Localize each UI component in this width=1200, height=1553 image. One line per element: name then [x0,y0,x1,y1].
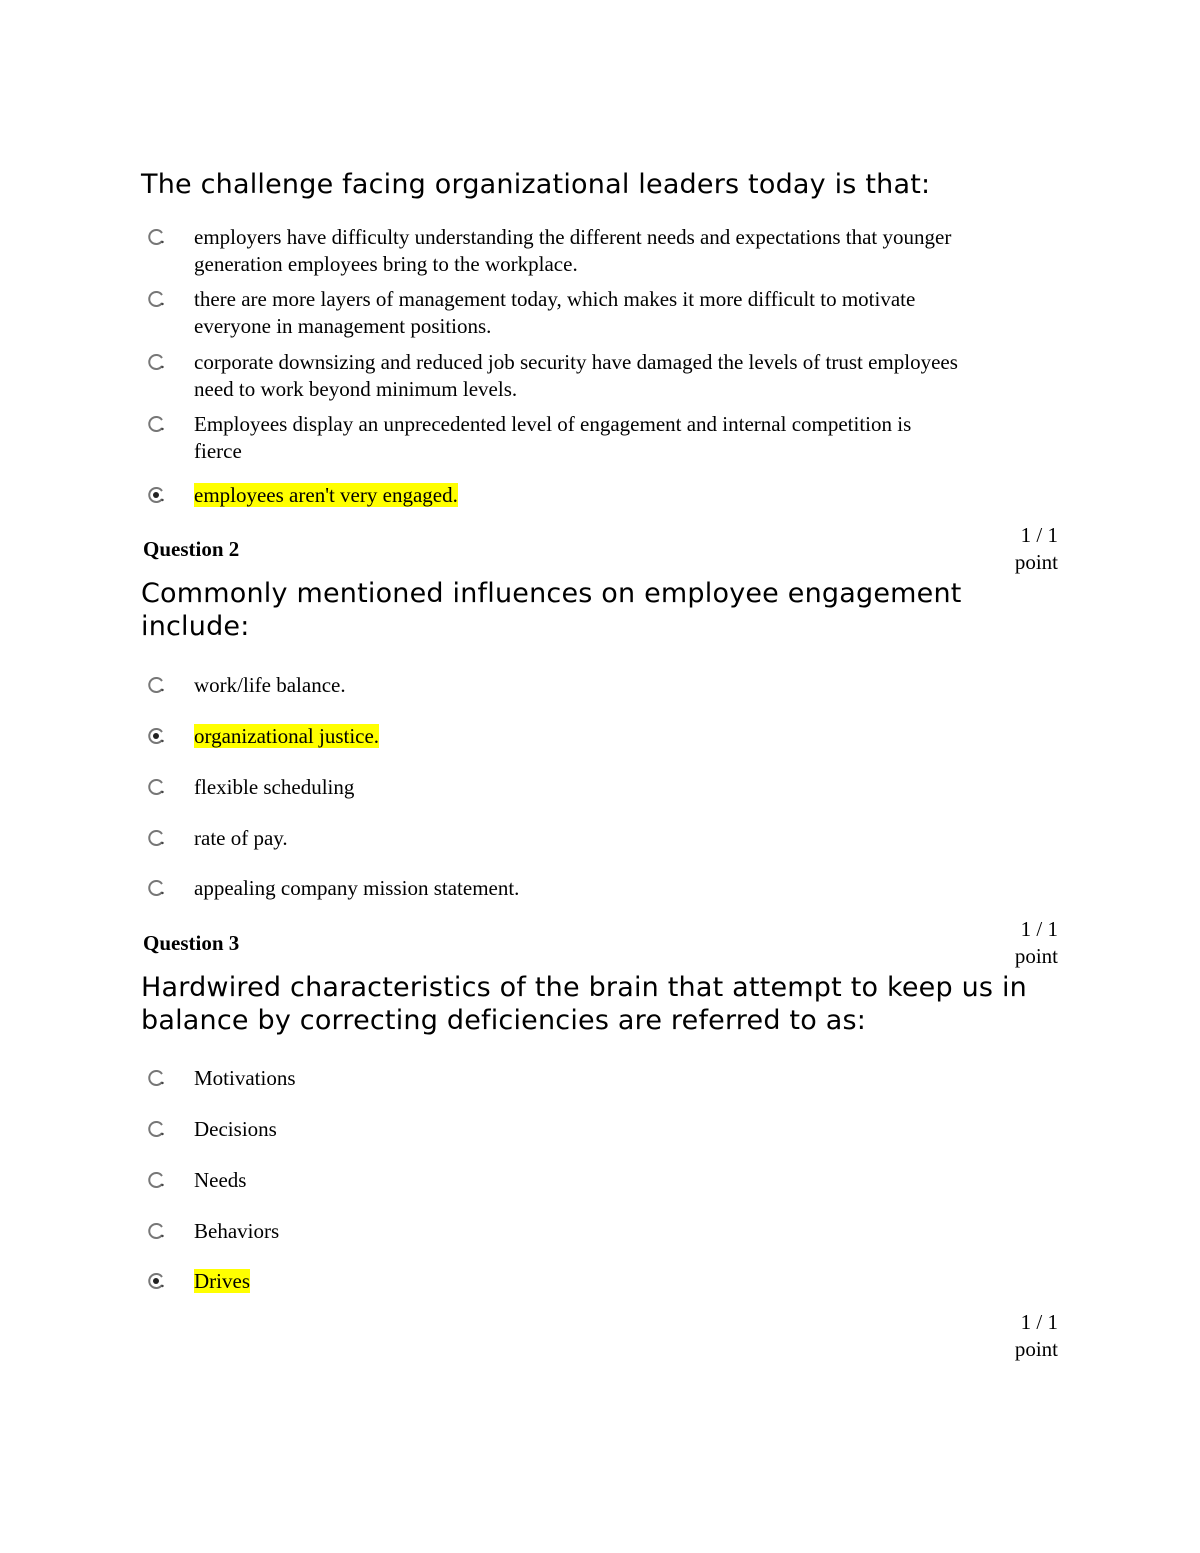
selected-answer-highlight: organizational justice. [194,724,380,748]
radio-unselected-icon[interactable] [146,828,166,848]
score-unit: point [1014,550,1058,574]
score-value: 1 / 1 [1020,523,1058,547]
radio-unselected-icon[interactable] [146,352,166,372]
option-label: appealing company mission statement. [194,876,520,900]
option-label: Motivations [194,1066,296,1090]
question-2-text: Commonly mentioned influences on employee engagement include: [141,578,962,642]
option-label: employers have difficulty understanding the different needs and expectations that younger generation employees bring to the workplace. [194,225,952,276]
radio-unselected-icon[interactable] [146,227,166,247]
next-question-score [990,1309,1058,1363]
score-unit: point [1014,944,1058,968]
question-1-text: The challenge facing organizational leaders today is that: [141,169,931,200]
option-label: Behaviors [194,1219,280,1243]
radio-selected-icon[interactable] [146,485,166,505]
q1-option-1[interactable] [146,224,966,278]
radio-selected-icon[interactable] [146,726,166,746]
option-label: work/life balance. [194,673,346,697]
option-label: there are more layers of management today, which makes it more difficult to motivate everyone in management positions. [194,287,916,338]
radio-unselected-icon[interactable] [146,675,166,695]
selected-answer-highlight: employees aren't very engaged. [194,483,458,507]
radio-unselected-icon[interactable] [146,1221,166,1241]
radio-unselected-icon[interactable] [146,414,166,434]
radio-unselected-icon[interactable] [146,1068,166,1088]
question-3-text: Hardwired characteristics of the brain that attempt to keep us in balance by correcting deficiencies are referred to as: [141,972,1027,1036]
radio-selected-icon[interactable] [146,1271,166,1291]
score-value: 1 / 1 [1020,917,1058,941]
question-2-score [990,522,1058,576]
option-label: Decisions [194,1117,277,1141]
question-3-number: Question 3 [143,931,240,955]
score-unit: point [1014,1337,1058,1361]
radio-unselected-icon[interactable] [146,289,166,309]
radio-unselected-icon[interactable] [146,1119,166,1139]
option-label: corporate downsizing and reduced job security have damaged the levels of trust employees need to work beyond minimum levels. [194,350,958,401]
q1-option-4[interactable] [146,411,966,465]
selected-answer-highlight: Drives [194,1269,250,1293]
radio-unselected-icon[interactable] [146,878,166,898]
q1-option-5-selected[interactable] [146,482,966,509]
option-label: rate of pay. [194,826,288,850]
q1-option-3[interactable] [146,349,966,403]
question-2-number: Question 2 [143,537,240,561]
option-label-wrap [194,1268,964,1295]
question-3-score [990,916,1058,970]
option-label-wrap [194,482,964,509]
option-label: Needs [194,1168,247,1192]
option-label: Employees display an unprecedented level of engagement and internal competition is fierce [194,412,912,463]
radio-unselected-icon[interactable] [146,1170,166,1190]
option-label-wrap [194,723,964,750]
radio-unselected-icon[interactable] [146,777,166,797]
q1-option-2[interactable] [146,286,966,340]
score-value: 1 / 1 [1020,1310,1058,1334]
option-label: flexible scheduling [194,775,355,799]
